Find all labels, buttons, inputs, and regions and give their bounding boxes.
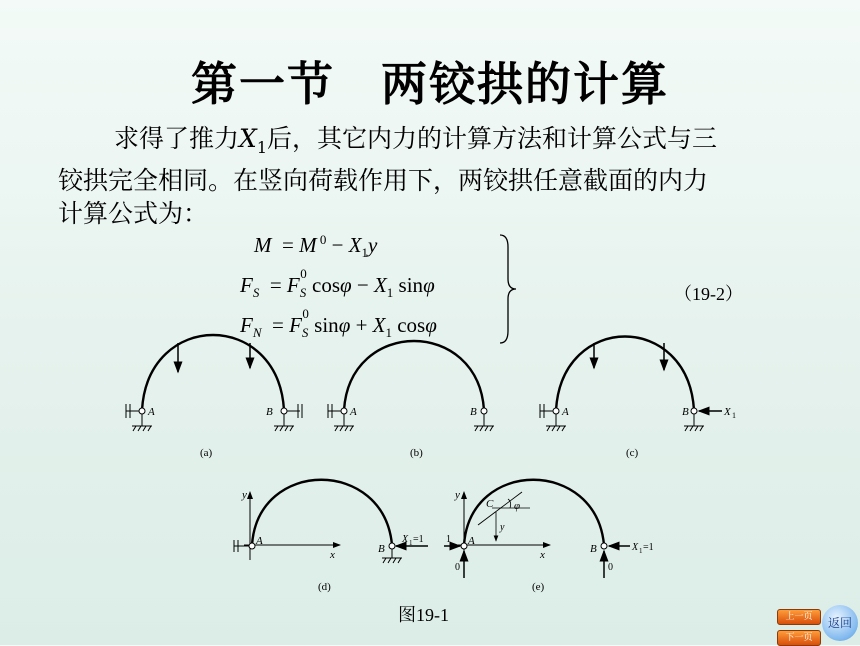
equation-number: （19-2） (674, 284, 743, 304)
equation-moment: M = M $^0 - X_1y$ (254, 232, 378, 261)
back-button[interactable]: 返回 (822, 605, 858, 641)
figure-caption: 图19-1 (398, 605, 449, 625)
para-line-2: 铰拱完全相同。在竖向荷载作用下，两铰拱任意截面的内力 (58, 166, 709, 195)
label-A-c: A (562, 406, 569, 418)
label-phi-e: φ (514, 500, 521, 512)
label-y-dim-e: y (500, 522, 505, 533)
var-x: X (239, 124, 257, 153)
subfigure-a (126, 335, 302, 459)
horizontal-support-a-left (126, 404, 139, 418)
hinge-b-left (341, 408, 347, 414)
label-C-e: C (486, 498, 494, 510)
label-X1-sub-c: 1 (732, 411, 736, 420)
subfigure-b (328, 341, 494, 459)
caption-a: (a) (200, 447, 213, 459)
label-B-e: B (590, 543, 597, 555)
subfigure-e (444, 480, 654, 593)
var-sub: 1 (256, 138, 268, 157)
label-y-e: y (455, 489, 460, 501)
arch-e (464, 480, 604, 545)
support-d-right (382, 549, 402, 563)
subfigure-d (234, 480, 428, 593)
label-B-a: B (266, 406, 273, 418)
para-line-3: 计算公式为： (58, 199, 209, 228)
label-zero-e-right: 0 (608, 562, 613, 573)
equation-axial: $F_N = F_S^0$ $\sin\varphi + X_1$ cosφ (240, 306, 437, 341)
horizontal-support-c-left (540, 404, 553, 418)
para-text: 求得了推力 (114, 124, 240, 153)
hinge-e-left (461, 543, 467, 549)
hinge-d-left (249, 543, 255, 549)
label-A-a: A (148, 406, 155, 418)
label-X1-d: X (402, 534, 409, 545)
label-x-d: x (330, 549, 335, 561)
arch-d (252, 480, 392, 545)
label-X1-eq-e: =1 (643, 542, 654, 553)
hinge-c-left (553, 408, 559, 414)
horizontal-support-a-right (287, 404, 302, 418)
label-X1-e: X (632, 542, 639, 553)
hinge-c-right (691, 408, 697, 414)
horizontal-support-b-left (328, 404, 341, 418)
label-B-d: B (378, 543, 385, 555)
caption-c: (c) (626, 447, 639, 459)
label-y-d: y (242, 489, 247, 501)
horizontal-support-d-left (234, 540, 249, 552)
label-B-b: B (470, 406, 477, 418)
label-A-d: A (256, 535, 263, 547)
subfigure-c (540, 337, 736, 460)
arch-c (556, 337, 694, 411)
caption-d: (d) (318, 581, 331, 593)
arch-a (142, 335, 284, 410)
label-x-e: x (540, 549, 545, 561)
support-b-right (474, 414, 494, 431)
next-page-button[interactable]: 下一页 (777, 630, 821, 646)
prev-page-button[interactable]: 上一页 (777, 609, 821, 625)
label-zero-e-left: 0 (455, 562, 460, 573)
para-text: 后，其它内力的计算方法和计算公式与三 (267, 124, 718, 153)
title-section: 第一节 (191, 57, 335, 111)
label-X1-sub-e: 1 (639, 547, 643, 555)
arch-b (344, 341, 484, 410)
equation-shear: $F_S = F_S^0$ $\cos\varphi - X_1$ sinφ (240, 266, 435, 301)
label-B-c: B (682, 406, 689, 418)
hinge-e-right (601, 543, 607, 549)
label-A-e: A (468, 535, 475, 547)
title-topic: 两铰拱的计算 (381, 57, 669, 111)
hinge-a-left (139, 408, 145, 414)
label-A-b: A (350, 406, 357, 418)
hinge-b-right (481, 408, 487, 414)
support-a-right (274, 414, 294, 431)
label-X1-eq-d: =1 (413, 534, 424, 545)
label-X1-sub-d: 1 (409, 539, 413, 547)
label-one-e: 1 (446, 534, 451, 545)
caption-e: (e) (532, 581, 545, 593)
label-X1-c: X (724, 406, 731, 418)
hinge-a-right (281, 408, 287, 414)
caption-b: (b) (410, 447, 423, 459)
hinge-d-right (389, 543, 395, 549)
